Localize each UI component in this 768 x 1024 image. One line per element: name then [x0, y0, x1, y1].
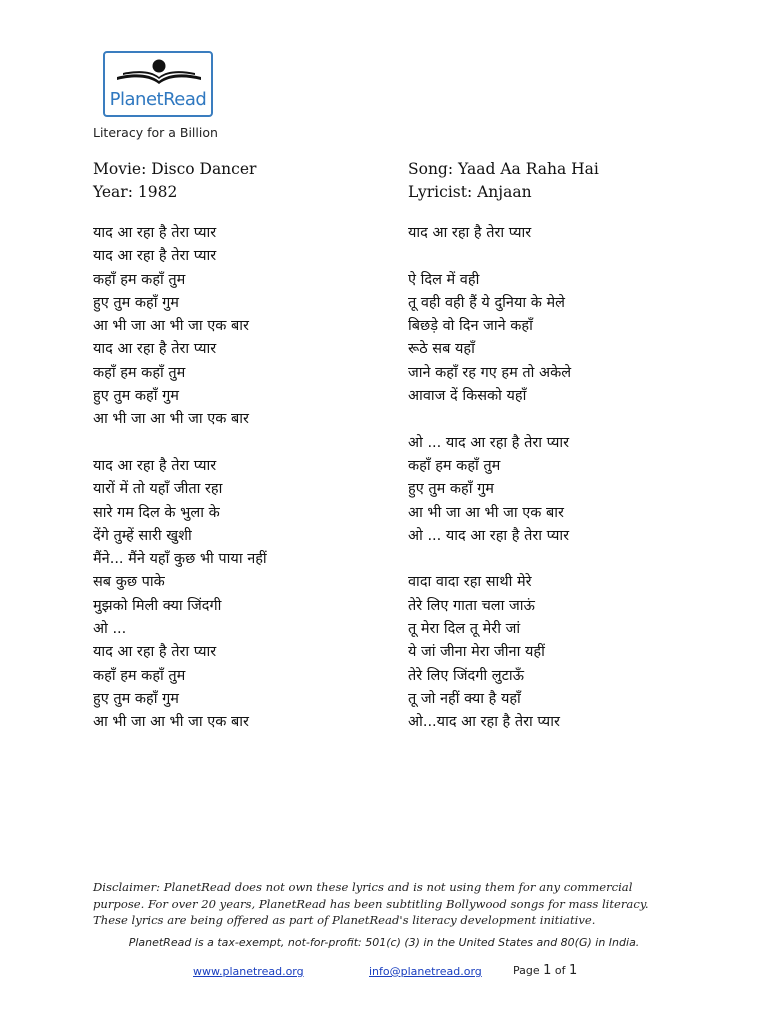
logo-wordmark: PlanetRead — [109, 89, 207, 110]
song-meta-left — [93, 158, 256, 204]
lyric-line: याद आ रहा है तेरा प्यार — [93, 248, 217, 265]
lyric-line: तेरे लिए जिंदगी लुटाऊँ — [408, 667, 525, 684]
lyric-line: तू वही वही हैं ये दुनिया के मेले — [408, 294, 565, 311]
lyric-line: वादा वादा रहा साथी मेरे — [408, 574, 532, 591]
disclaimer-line: Disclaimer: PlanetRead does not own these lyrics and is not using them for any commercial — [93, 880, 633, 894]
lyric-line: तू मेरा दिल तू मेरी जां — [408, 621, 521, 638]
page-number — [513, 963, 577, 978]
open-book-globe-icon — [109, 57, 209, 87]
page-of: of — [554, 964, 566, 977]
lyric-line: यारों में तो यहाँ जीता रहा — [93, 481, 223, 498]
lyric-line: ऐ दिल में वही — [408, 271, 480, 288]
lyric-line: जाने कहाँ रह गए हम तो अकेले — [408, 364, 572, 381]
tagline: Literacy for a Billion — [93, 125, 218, 140]
movie-title: Movie: Disco Dancer — [93, 160, 257, 178]
lyric-line: देंगे तुम्हें सारी खुशी — [93, 527, 192, 544]
lyric-line: कहाँ हम कहाँ तुम — [408, 457, 501, 474]
tax-status: PlanetRead is a tax-exempt, not-for-profit: 501(c) (3) in the United States and 80(G) in India. — [128, 936, 640, 949]
lyric-line: ये जां जीना मेरा जीना यहीं — [408, 644, 545, 661]
lyric-line: बिछड़े वो दिन जाने कहाँ — [408, 318, 533, 335]
lyric-line: आ भी जा आ भी जा एक बार — [93, 411, 249, 428]
lyric-line: तेरे लिए गाता चला जाऊं — [408, 597, 535, 614]
song-meta-right — [408, 158, 599, 204]
lyric-line: कहाँ हम कहाँ तुम — [93, 271, 186, 288]
lyric-line: याद आ रहा है तेरा प्यार — [93, 225, 217, 241]
lyric-line: याद आ रहा है तेरा प्यार — [93, 644, 217, 661]
lyric-line: हुए तुम कहाँ गुम — [93, 294, 179, 311]
stanza-break — [408, 245, 571, 268]
page-current: 1 — [543, 963, 552, 978]
lyrics-column-right — [408, 222, 571, 735]
release-year: Year: 1982 — [93, 183, 178, 201]
lyric-line: सब कुछ पाके — [93, 574, 165, 591]
website-link[interactable]: www.planetread.org — [193, 965, 304, 978]
planetread-logo — [103, 51, 213, 117]
lyric-line: रूठे सब यहाँ — [408, 341, 475, 358]
page-total: 1 — [569, 963, 578, 978]
lyric-line: याद आ रहा है तेरा प्यार — [408, 225, 532, 241]
lyric-line: याद आ रहा है तेरा प्यार — [93, 341, 217, 358]
lyric-line: सारे गम दिल के भुला के — [93, 504, 220, 521]
lyric-line: ओ ... याद आ रहा है तेरा प्यार — [408, 527, 570, 544]
song-title: Song: Yaad Aa Raha Hai — [408, 160, 599, 178]
disclaimer-line: purpose. For over 20 years, PlanetRead has been subtitling Bollywood songs for mass literacy. — [93, 896, 649, 911]
lyrics-column-left — [93, 222, 267, 735]
lyric-line: कहाँ हम कहाँ तुम — [93, 667, 186, 684]
lyric-line: ओ ... — [93, 621, 127, 638]
stanza-break — [408, 548, 571, 571]
lyric-line: ओ ... याद आ रहा है तेरा प्यार — [408, 434, 570, 451]
page-label: Page — [513, 964, 540, 977]
lyric-line: आ भी जा आ भी जा एक बार — [408, 504, 564, 521]
disclaimer — [93, 879, 693, 929]
lyricist-name: Lyricist: Anjaan — [408, 183, 532, 201]
lyric-line: हुए तुम कहाँ गुम — [408, 481, 494, 498]
lyric-line: आवाज दें किसको यहाँ — [408, 388, 527, 405]
lyric-line: ओ...याद आ रहा है तेरा प्यार — [408, 714, 560, 731]
lyric-line: आ भी जा आ भी जा एक बार — [93, 714, 249, 731]
lyric-line: हुए तुम कहाँ गुम — [93, 388, 179, 405]
lyric-line: तू जो नहीं क्या है यहाँ — [408, 690, 521, 707]
stanza-break — [408, 408, 571, 431]
lyric-line: याद आ रहा है तेरा प्यार — [93, 457, 217, 474]
lyric-line: कहाँ हम कहाँ तुम — [93, 364, 186, 381]
lyric-line: हुए तुम कहाँ गुम — [93, 690, 179, 707]
stanza-break — [93, 432, 267, 455]
lyric-line: मैंने... मैंने यहाँ कुछ भी पाया नहीं — [93, 551, 267, 568]
disclaimer-line: These lyrics are being offered as part of PlanetRead's literacy development initiative. — [93, 913, 596, 927]
lyric-line: मुझको मिली क्या जिंदगी — [93, 597, 222, 614]
lyric-line: आ भी जा आ भी जा एक बार — [93, 318, 249, 335]
email-link[interactable]: info@planetread.org — [369, 965, 482, 978]
